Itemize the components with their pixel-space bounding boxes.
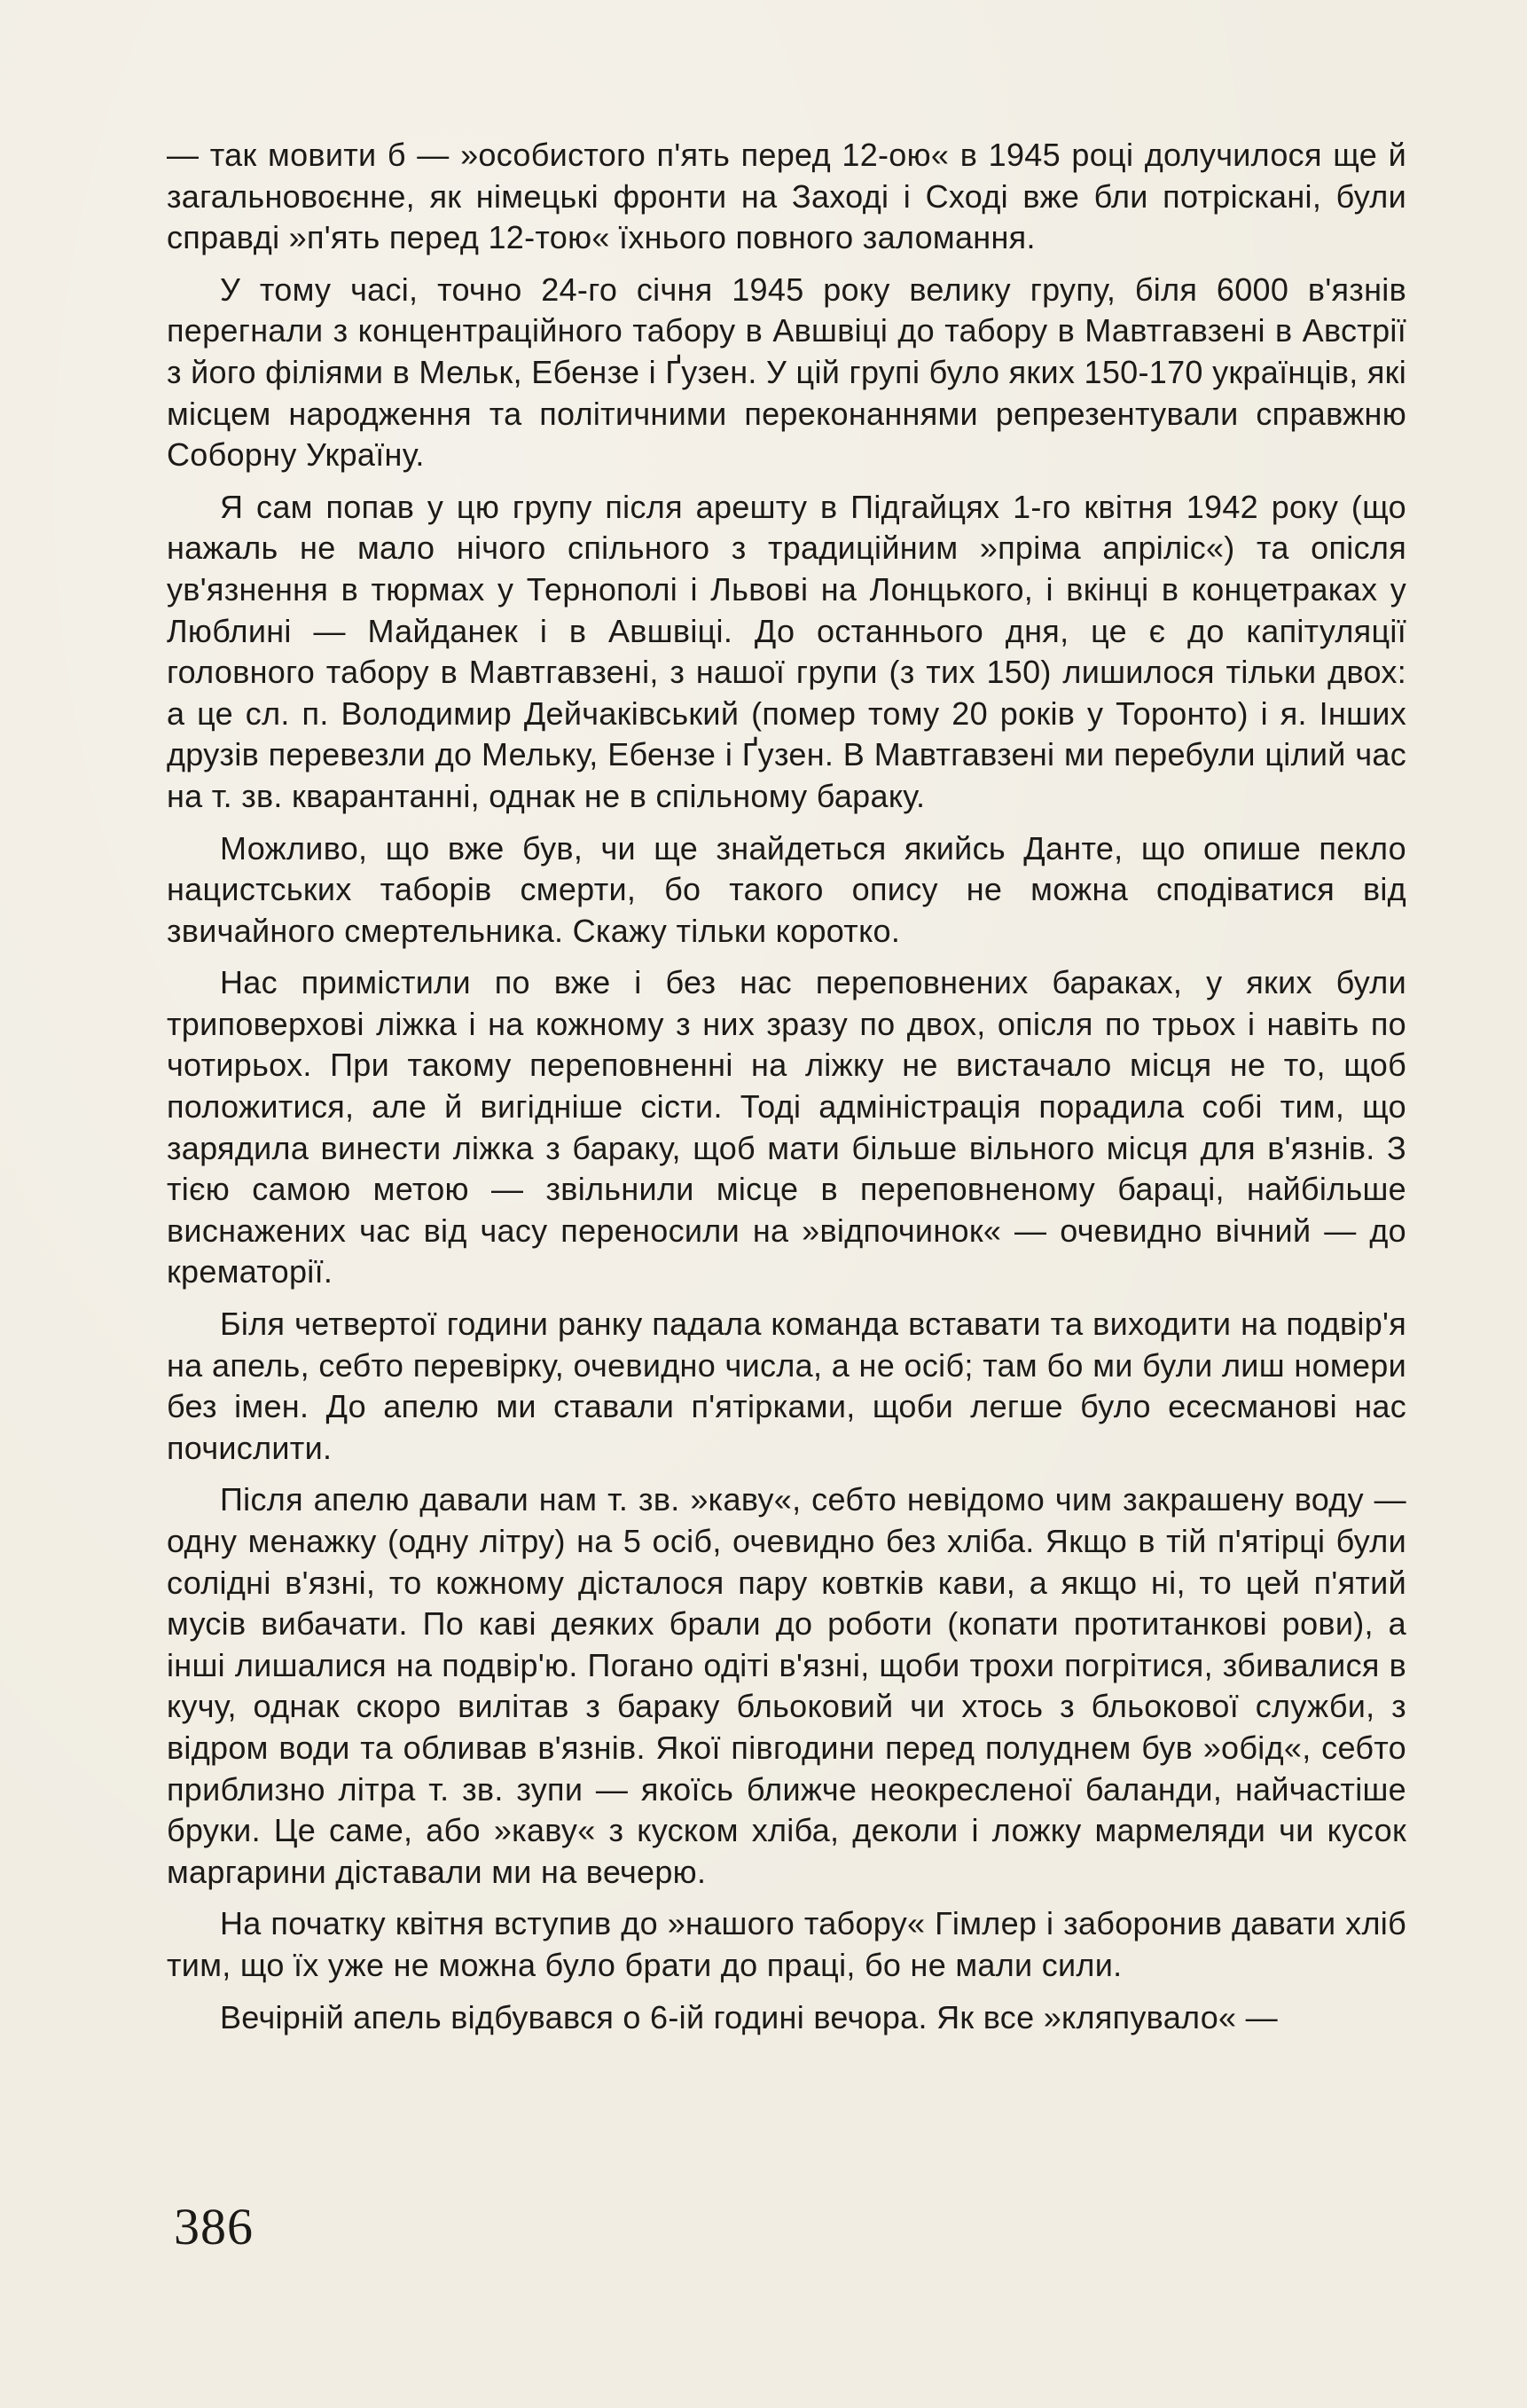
page-number: 386	[174, 2198, 254, 2255]
paragraph-4: Можливо, що вже був, чи ще знайдеться якийсь Данте, що опише пекло нацистських таборів смерти, бо такого опису не можна сподіватися від звичайного смертельника. Скажу тільки коротко.	[167, 829, 1406, 949]
paragraph-7: Після апелю давали нам т. зв. »каву«, себто невідомо чим закрашену воду — одну менажку (одну літру) на 5 осіб, очевидно без хліба. Якщо в тій п'ятірці були солідні в'язні, то кожному дісталося пару ковтків кави, а якщо ні, то цей п'ятий мусів вибачати. По каві деяких брали до роботи (копати протитанкові рови), а інші лишалися на подвір'ю. Погано одіті в'язні, щоби трохи погрітися, збивалися в кучу, однак скоро вилітав з бараку бльоковий чи хтось з бльокової служби, з відром води та обливав в'язнів. Якої півгодини перед полуднем був »обід«, себто приблизно літра т. зв. зупи — якоїсь ближче неокресленої баланди, найчастіше бруки. Це саме, або »каву« з куском хліба, деколи і ложку мармеляди чи кусок маргарини діставали ми на вечерю.	[167, 1481, 1406, 1890]
paragraph-5: Нас примістили по вже і без нас переповнених бараках, у яких були триповерхові ліжка і на кожному з них зразу по двох, опісля по трьох і навіть по чотирьох. При такому переповненні на ліжку не вистачало місця не то, щоб положитися, але й вигідніше сісти. Тоді адміністрація порадила собі тим, що зарядила винести ліжка з бараку, щоб мати більше вільного місця для в'язнів. З тією самою метою — звільнили місце в переповненому бараці, найбільше виснажених час від часу переносили на »відпочинок« — очевидно вічний — до крематорії.	[167, 964, 1406, 1290]
paragraph-1: — так мовити б — »особистого п'ять перед 12-ою« в 1945 році долучилося ще й загальновоєнне, як німецькі фронти на Заході і Сході вже бли потріскані, були справді »п'ять перед 12-тою« їхнього повного заломання.	[167, 137, 1406, 256]
paragraph-2: У тому часі, точно 24-го січня 1945 року велику групу, біля 6000 в'язнів перегнали з концентраційного табору в Авшвіці до табору в Мавтгавзені в Австрії з його філіями в Мельк, Ебензе і Ґузен. У цій групі було яких 150-170 українців, які місцем народження та політичними переконаннями репрезентували справжню Соборну Україну.	[167, 271, 1406, 474]
body-text	[167, 135, 1406, 2049]
paragraph-3: Я сам попав у цю групу після арешту в Підгайцях 1-го квітня 1942 року (що нажаль не мало нічого спільного з традиційним »пріма апріліс«) та опісля ув'язнення в тюрмах у Тернополі і Львові на Лонцького, і вкінці в концетраках у Люблині — Майданек і в Авшвіці. До останнього дня, це є до капітуляції головного табору в Мавтгавзені, з нашої групи (з тих 150) лишилося тільки двох: а це сл. п. Володимир Дейчаківський (помер тому 20 років у Торонто) і я. Інших друзів перевезли до Мельку, Ебензе і Ґузен. В Мавтгавзені ми перебули цілий час на т. зв. кварантанні, однак не в спільному бараку.	[167, 488, 1406, 814]
paragraph-8: На початку квітня вступив до »нашого табору« Гімлер і заборонив давати хліб тим, що їх уже не можна було брати до праці, бо не мали сили.	[167, 1905, 1406, 1983]
paragraph-6: Біля четвертої години ранку падала команда вставати та виходити на подвір'я на апель, себто перевірку, очевидно числа, а не осіб; там бо ми були лиш номери без імен. До апелю ми ставали п'ятірками, щоби легше було есесманові нас почислити.	[167, 1306, 1406, 1466]
paragraph-9: Вечірній апель відбувався о 6-ій годині вечора. Як все »кляпувало« —	[220, 1998, 1278, 2035]
